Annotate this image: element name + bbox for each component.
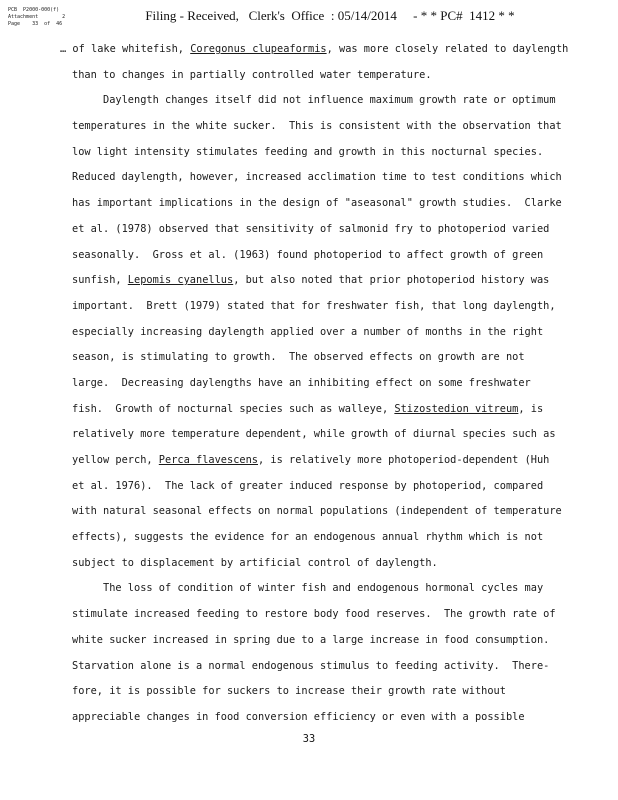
text-line: appreciable changes in food conversion efficiency or even with a possible: [72, 710, 525, 723]
species-name: Perca flavescens: [158, 454, 258, 466]
text-line: fore, it is possible for suckers to increase their growth rate without: [72, 685, 506, 698]
reference-line: Attachment 2: [8, 14, 66, 20]
paragraph-first-line: The loss of condition of winter fish and endogenous hormonal cycles may: [103, 582, 544, 595]
species-name: Lepomis cyanellus: [127, 274, 234, 287]
text-line: white sucker increased in spring due to a large increase in food consumption.: [72, 633, 550, 646]
text-line: sunfish, Lepomis cyanellus, but also noted that prior photoperiod history was: [72, 274, 550, 287]
reference-line: PCB P2000-000(f): [8, 7, 60, 13]
text-line: subject to displacement by artificial control of daylength.: [72, 556, 438, 569]
text-line: … of lake whitefish, Coregonus clupeaformis, was more closely related to daylength: [60, 43, 569, 55]
text-line: yellow perch, Perca flavescens, is relatively more photoperiod-dependent (Huh: [72, 454, 550, 466]
text-line: with natural seasonal effects on normal populations (independent of temperature: [72, 505, 562, 518]
text-line: than to changes in partially controlled water temperature.: [72, 68, 432, 81]
text-line: effects), suggests the evidence for an endogenous annual rhythm which is not: [72, 531, 544, 544]
text-line: has important implications in the design of "aseasonal" growth studies. Clarke: [72, 197, 562, 210]
text-line: seasonally. Gross et al. (1963) found photoperiod to affect growth of green: [72, 248, 544, 261]
text-line: et al. (1978) observed that sensitivity of salmonid fry to photoperiod varied: [72, 222, 550, 235]
text-line: low light intensity stimulates feeding and growth in this nocturnal species.: [72, 145, 544, 158]
text-line: season, is stimulating to growth. The observed effects on growth are not: [72, 351, 525, 364]
paragraph-first-line: Daylength changes itself did not influence maximum growth rate or optimum: [103, 94, 556, 107]
text-line: et al. 1976). The lack of greater induced response by photoperiod, compared: [72, 479, 544, 492]
text-line: stimulate increased feeding to restore body food reserves. The growth rate of: [72, 608, 556, 621]
text-line: Starvation alone is a normal endogenous stimulus to feeding activity. There-: [72, 659, 550, 672]
text-line: large. Decreasing daylengths have an inhibiting effect on some freshwater: [72, 376, 531, 389]
page-number: 33: [302, 733, 316, 745]
text-line: important. Brett (1979) stated that for freshwater fish, that long daylength,: [72, 299, 556, 312]
text-line: Reduced daylength, however, increased acclimation time to test conditions which: [72, 171, 562, 184]
text-line: relatively more temperature dependent, while growth of diurnal species such as: [72, 428, 556, 441]
text-line: fish. Growth of nocturnal species such as walleye, Stizostedion vitreum, is: [72, 402, 544, 415]
document-body: [60, 37, 580, 731]
species-name: Coregonus clupeaformis: [190, 43, 327, 55]
species-name: Stizostedion vitreum: [394, 402, 519, 415]
text-line: especially increasing daylength applied over a number of months in the right: [72, 325, 544, 338]
reference-line: Page 33 of 46: [8, 21, 63, 27]
filing-stamp: Filing - Received, Clerk's Office : 05/14/2014 - * * PC# 1412 * *: [145, 8, 515, 23]
text-line: temperatures in the white sucker. This is consistent with the observation that: [72, 120, 562, 133]
